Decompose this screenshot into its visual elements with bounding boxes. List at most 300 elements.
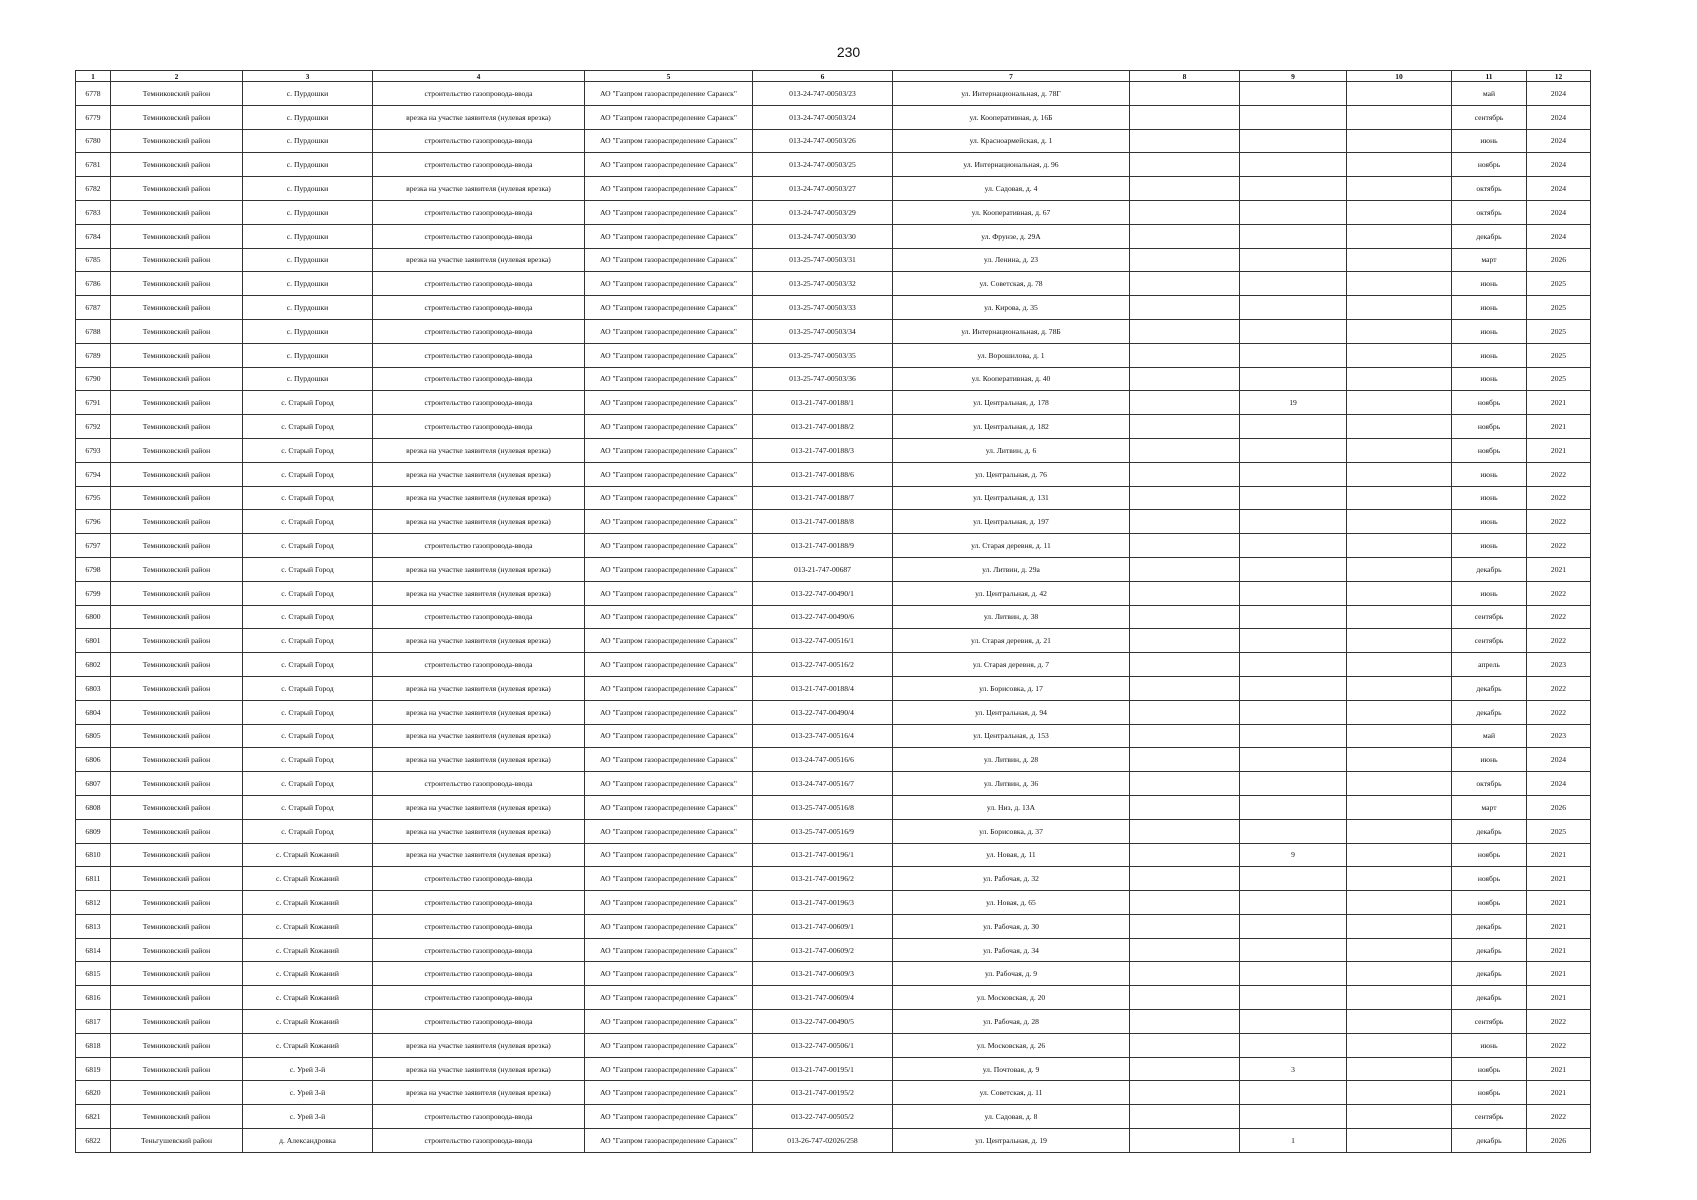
table-cell-col-2: Теньгушевский район [111,1129,243,1153]
table-cell-col-3: с. Пурдошки [243,82,373,106]
table-row [76,867,1591,891]
table-cell-col-10 [1347,962,1452,986]
table-cell-col-3: с. Старый Город [243,534,373,558]
table-cell-col-6: 013-22-747-00490/4 [753,700,893,724]
table-cell-col-2: Темниковский район [111,272,243,296]
table-cell-col-4: врезка на участке заявителя (нулевая врезка) [373,1057,585,1081]
table-cell-col-4: строительство газопровода-ввода [373,772,585,796]
table-cell-col-2: Темниковский район [111,653,243,677]
table-row [76,986,1591,1010]
table-cell-col-10 [1347,557,1452,581]
table-cell-col-2: Темниковский район [111,891,243,915]
table-cell-col-5: АО "Газпром газораспределение Саранск" [585,153,753,177]
table-cell-col-8 [1130,248,1240,272]
table-cell-col-8 [1130,914,1240,938]
table-cell-col-3: с. Старый Кожаний [243,1010,373,1034]
table-cell-col-4: врезка на участке заявителя (нулевая врезка) [373,510,585,534]
table-cell-col-3: с. Старый Кожаний [243,1033,373,1057]
table-cell-col-11: ноябрь [1452,891,1527,915]
table-cell-col-9 [1240,272,1347,296]
table-cell-col-12: 2024 [1527,153,1591,177]
table-cell-col-6: 013-21-747-00188/9 [753,534,893,558]
table-cell-col-8 [1130,534,1240,558]
table-cell-col-8 [1130,272,1240,296]
table-cell-col-10 [1347,891,1452,915]
table-cell-col-10 [1347,1105,1452,1129]
table-cell-col-4: строительство газопровода-ввода [373,891,585,915]
table-cell-col-4: врезка на участке заявителя (нулевая врезка) [373,700,585,724]
table-cell-col-2: Темниковский район [111,772,243,796]
table-cell-col-12: 2024 [1527,224,1591,248]
column-header-4: 4 [373,71,585,82]
table-cell-col-11: сентябрь [1452,629,1527,653]
table-cell-col-4: строительство газопровода-ввода [373,319,585,343]
table-cell-col-12: 2022 [1527,1105,1591,1129]
column-header-10: 10 [1347,71,1452,82]
table-cell-col-10 [1347,534,1452,558]
table-cell-col-1: 6809 [76,819,111,843]
table-cell-col-9 [1240,1081,1347,1105]
table-cell-col-12: 2021 [1527,1081,1591,1105]
table-cell-col-11: октябрь [1452,200,1527,224]
table-cell-col-7: ул. Борисовка, д. 17 [893,676,1130,700]
table-cell-col-9 [1240,296,1347,320]
table-cell-col-11: сентябрь [1452,105,1527,129]
table-cell-col-6: 013-25-747-00503/36 [753,367,893,391]
table-cell-col-1: 6791 [76,391,111,415]
table-row [76,1033,1591,1057]
table-cell-col-2: Темниковский район [111,510,243,534]
table-cell-col-2: Темниковский район [111,367,243,391]
table-cell-col-1: 6806 [76,748,111,772]
table-cell-col-10 [1347,272,1452,296]
table-cell-col-1: 6817 [76,1010,111,1034]
table-cell-col-3: с. Старый Город [243,486,373,510]
table-cell-col-4: строительство газопровода-ввода [373,129,585,153]
table-cell-col-11: март [1452,795,1527,819]
table-cell-col-3: с. Старый Город [243,724,373,748]
table-cell-col-10 [1347,581,1452,605]
table-cell-col-10 [1347,367,1452,391]
table-cell-col-6: 013-21-747-00687 [753,557,893,581]
table-cell-col-5: АО "Газпром газораспределение Саранск" [585,391,753,415]
table-row [76,200,1591,224]
table-body [76,82,1591,1153]
table-cell-col-8 [1130,962,1240,986]
table-cell-col-3: с. Старый Кожаний [243,843,373,867]
table-cell-col-3: д. Александровка [243,1129,373,1153]
table-cell-col-9 [1240,1105,1347,1129]
table-cell-col-2: Темниковский район [111,391,243,415]
table-cell-col-4: строительство газопровода-ввода [373,962,585,986]
table-row [76,1081,1591,1105]
table-cell-col-12: 2021 [1527,986,1591,1010]
table-cell-col-6: 013-24-747-00503/25 [753,153,893,177]
table-cell-col-12: 2024 [1527,177,1591,201]
table-cell-col-5: АО "Газпром газораспределение Саранск" [585,272,753,296]
page-number: 230 [836,44,861,60]
table-cell-col-4: врезка на участке заявителя (нулевая врезка) [373,462,585,486]
table-cell-col-2: Темниковский район [111,486,243,510]
table-cell-col-1: 6819 [76,1057,111,1081]
table-cell-col-4: врезка на участке заявителя (нулевая врезка) [373,486,585,510]
table-row [76,629,1591,653]
table-cell-col-3: с. Пурдошки [243,367,373,391]
table-cell-col-12: 2021 [1527,891,1591,915]
table-cell-col-12: 2021 [1527,914,1591,938]
table-cell-col-10 [1347,200,1452,224]
table-cell-col-6: 013-21-747-00196/2 [753,867,893,891]
table-cell-col-12: 2022 [1527,700,1591,724]
table-cell-col-12: 2025 [1527,819,1591,843]
table-cell-col-6: 013-22-747-00490/1 [753,581,893,605]
table-cell-col-3: с. Старый Город [243,415,373,439]
table-cell-col-6: 013-21-747-00188/8 [753,510,893,534]
table-cell-col-5: АО "Газпром газораспределение Саранск" [585,557,753,581]
table-cell-col-6: 013-21-747-00609/4 [753,986,893,1010]
table-cell-col-8 [1130,391,1240,415]
table-row [76,653,1591,677]
table-cell-col-10 [1347,605,1452,629]
table-cell-col-2: Темниковский район [111,534,243,558]
table-cell-col-9 [1240,200,1347,224]
table-cell-col-6: 013-22-747-00490/5 [753,1010,893,1034]
table-cell-col-5: АО "Газпром газораспределение Саранск" [585,605,753,629]
table-cell-col-12: 2021 [1527,867,1591,891]
table-cell-col-6: 013-24-747-00503/26 [753,129,893,153]
table-cell-col-10 [1347,843,1452,867]
table-cell-col-12: 2024 [1527,129,1591,153]
table-cell-col-2: Темниковский район [111,1033,243,1057]
table-cell-col-2: Темниковский район [111,724,243,748]
table-cell-col-3: с. Старый Город [243,700,373,724]
table-cell-col-4: строительство газопровода-ввода [373,200,585,224]
table-cell-col-8 [1130,772,1240,796]
table-cell-col-6: 013-23-747-00516/4 [753,724,893,748]
table-cell-col-12: 2024 [1527,105,1591,129]
table-cell-col-3: с. Старый Город [243,629,373,653]
table-cell-col-8 [1130,891,1240,915]
table-cell-col-3: с. Пурдошки [243,248,373,272]
table-cell-col-10 [1347,82,1452,106]
table-row [76,319,1591,343]
table-cell-col-9 [1240,605,1347,629]
table-cell-col-1: 6778 [76,82,111,106]
table-cell-col-4: врезка на участке заявителя (нулевая врезка) [373,248,585,272]
table-cell-col-2: Темниковский район [111,415,243,439]
table-cell-col-10 [1347,296,1452,320]
table-row [76,1129,1591,1153]
table-cell-col-7: ул. Литвин, д. 29а [893,557,1130,581]
table-cell-col-6: 013-25-747-00503/33 [753,296,893,320]
table-cell-col-1: 6801 [76,629,111,653]
table-cell-col-4: врезка на участке заявителя (нулевая врезка) [373,748,585,772]
table-cell-col-8 [1130,605,1240,629]
table-cell-col-2: Темниковский район [111,1081,243,1105]
table-cell-col-12: 2022 [1527,1033,1591,1057]
table-cell-col-7: ул. Новая, д. 11 [893,843,1130,867]
table-cell-col-3: с. Пурдошки [243,129,373,153]
table-cell-col-10 [1347,772,1452,796]
table-cell-col-10 [1347,986,1452,1010]
table-cell-col-5: АО "Газпром газораспределение Саранск" [585,486,753,510]
table-cell-col-12: 2024 [1527,772,1591,796]
table-cell-col-5: АО "Газпром газораспределение Саранск" [585,843,753,867]
table-cell-col-9 [1240,438,1347,462]
table-row [76,462,1591,486]
table-cell-col-6: 013-24-747-00503/30 [753,224,893,248]
table-cell-col-10 [1347,653,1452,677]
table-cell-col-7: ул. Центральная, д. 42 [893,581,1130,605]
table-row [76,82,1591,106]
table-cell-col-4: врезка на участке заявителя (нулевая врезка) [373,724,585,748]
table-row [76,772,1591,796]
table-row [76,1010,1591,1034]
table-cell-col-12: 2025 [1527,343,1591,367]
table-cell-col-12: 2022 [1527,581,1591,605]
table-cell-col-10 [1347,629,1452,653]
table-cell-col-5: АО "Газпром газораспределение Саранск" [585,1057,753,1081]
table-cell-col-2: Темниковский район [111,462,243,486]
table-cell-col-4: строительство газопровода-ввода [373,367,585,391]
table-row [76,391,1591,415]
table-cell-col-11: июнь [1452,296,1527,320]
table-cell-col-6: 013-24-747-00503/29 [753,200,893,224]
table-cell-col-7: ул. Борисовка, д. 37 [893,819,1130,843]
table-cell-col-5: АО "Газпром газораспределение Саранск" [585,177,753,201]
table-cell-col-2: Темниковский район [111,700,243,724]
table-cell-col-1: 6805 [76,724,111,748]
table-cell-col-11: июнь [1452,510,1527,534]
table-cell-col-11: декабрь [1452,819,1527,843]
table-cell-col-10 [1347,415,1452,439]
table-cell-col-8 [1130,1010,1240,1034]
table-cell-col-9 [1240,486,1347,510]
table-cell-col-2: Темниковский район [111,1105,243,1129]
table-cell-col-7: ул. Кооперативная, д. 16Б [893,105,1130,129]
table-cell-col-12: 2023 [1527,653,1591,677]
table-cell-col-1: 6793 [76,438,111,462]
table-cell-col-8 [1130,724,1240,748]
table-cell-col-10 [1347,129,1452,153]
table-cell-col-9 [1240,1033,1347,1057]
table-cell-col-12: 2021 [1527,415,1591,439]
table-cell-col-1: 6799 [76,581,111,605]
table-cell-col-7: ул. Старая деревня, д. 11 [893,534,1130,558]
table-cell-col-4: строительство газопровода-ввода [373,653,585,677]
table-cell-col-11: май [1452,724,1527,748]
table-cell-col-7: ул. Интернациональная, д. 78Г [893,82,1130,106]
table-cell-col-7: ул. Центральная, д. 182 [893,415,1130,439]
column-header-1: 1 [76,71,111,82]
column-header-7: 7 [893,71,1130,82]
table-cell-col-2: Темниковский район [111,129,243,153]
table-cell-col-4: врезка на участке заявителя (нулевая врезка) [373,581,585,605]
table-cell-col-9 [1240,319,1347,343]
table-cell-col-10 [1347,343,1452,367]
table-cell-col-11: октябрь [1452,772,1527,796]
table-cell-col-4: врезка на участке заявителя (нулевая врезка) [373,795,585,819]
table-cell-col-3: с. Урей 3-й [243,1057,373,1081]
table-cell-col-9 [1240,867,1347,891]
table-cell-col-9 [1240,415,1347,439]
table-cell-col-12: 2021 [1527,391,1591,415]
table-cell-col-1: 6781 [76,153,111,177]
table-cell-col-4: врезка на участке заявителя (нулевая врезка) [373,1081,585,1105]
table-cell-col-11: июнь [1452,319,1527,343]
table-cell-col-1: 6784 [76,224,111,248]
table-cell-col-3: с. Пурдошки [243,224,373,248]
column-header-5: 5 [585,71,753,82]
table-cell-col-9 [1240,462,1347,486]
table-cell-col-2: Темниковский район [111,438,243,462]
table-cell-col-9 [1240,557,1347,581]
table-cell-col-8 [1130,843,1240,867]
table-cell-col-6: 013-24-747-00516/6 [753,748,893,772]
table-cell-col-1: 6794 [76,462,111,486]
table-cell-col-7: ул. Почтовая, д. 9 [893,1057,1130,1081]
table-cell-col-8 [1130,415,1240,439]
table-cell-col-1: 6779 [76,105,111,129]
table-cell-col-10 [1347,700,1452,724]
table-cell-col-6: 013-21-747-00609/1 [753,914,893,938]
table-cell-col-12: 2021 [1527,962,1591,986]
table-cell-col-8 [1130,319,1240,343]
table-cell-col-5: АО "Газпром газораспределение Саранск" [585,891,753,915]
table-row [76,819,1591,843]
table-row [76,129,1591,153]
table-cell-col-10 [1347,1033,1452,1057]
table-cell-col-5: АО "Газпром газораспределение Саранск" [585,748,753,772]
table-cell-col-6: 013-24-747-00516/7 [753,772,893,796]
table-cell-col-2: Темниковский район [111,343,243,367]
table-cell-col-3: с. Пурдошки [243,200,373,224]
table-cell-col-10 [1347,819,1452,843]
table-cell-col-7: ул. Интернациональная, д. 96 [893,153,1130,177]
table-cell-col-5: АО "Газпром газораспределение Саранск" [585,795,753,819]
table-cell-col-1: 6797 [76,534,111,558]
table-cell-col-10 [1347,510,1452,534]
table-cell-col-10 [1347,177,1452,201]
table-cell-col-8 [1130,177,1240,201]
table-cell-col-3: с. Старый Город [243,605,373,629]
table-cell-col-2: Темниковский район [111,82,243,106]
table-cell-col-5: АО "Газпром газораспределение Саранск" [585,867,753,891]
table-cell-col-3: с. Старый Город [243,653,373,677]
table-cell-col-3: с. Пурдошки [243,177,373,201]
table-cell-col-4: строительство газопровода-ввода [373,1129,585,1153]
table-cell-col-11: сентябрь [1452,1105,1527,1129]
table-cell-col-1: 6815 [76,962,111,986]
table-cell-col-7: ул. Ленина, д. 23 [893,248,1130,272]
table-cell-col-1: 6811 [76,867,111,891]
table-cell-col-1: 6810 [76,843,111,867]
table-cell-col-5: АО "Газпром газораспределение Саранск" [585,248,753,272]
table-row [76,581,1591,605]
table-cell-col-11: июнь [1452,343,1527,367]
table-cell-col-4: строительство газопровода-ввода [373,153,585,177]
table-cell-col-7: ул. Центральная, д. 94 [893,700,1130,724]
table-cell-col-4: строительство газопровода-ввода [373,415,585,439]
table-cell-col-5: АО "Газпром газораспределение Саранск" [585,962,753,986]
table-cell-col-4: строительство газопровода-ввода [373,938,585,962]
table-cell-col-5: АО "Газпром газораспределение Саранск" [585,105,753,129]
table-cell-col-11: ноябрь [1452,843,1527,867]
table-cell-col-8 [1130,557,1240,581]
table-cell-col-10 [1347,938,1452,962]
table-cell-col-9 [1240,367,1347,391]
table-cell-col-6: 013-22-747-00516/1 [753,629,893,653]
table-cell-col-9 [1240,82,1347,106]
registry-table [75,70,1591,1153]
table-cell-col-6: 013-21-747-00196/3 [753,891,893,915]
table-cell-col-1: 6821 [76,1105,111,1129]
column-header-3: 3 [243,71,373,82]
table-cell-col-7: ул. Центральная, д. 76 [893,462,1130,486]
table-cell-col-7: ул. Литвин, д. 6 [893,438,1130,462]
table-cell-col-3: с. Старый Кожаний [243,891,373,915]
table-cell-col-11: июнь [1452,748,1527,772]
table-cell-col-6: 013-22-747-00506/1 [753,1033,893,1057]
table-cell-col-6: 013-21-747-00188/4 [753,676,893,700]
table-cell-col-12: 2026 [1527,795,1591,819]
table-cell-col-12: 2024 [1527,200,1591,224]
table-cell-col-8 [1130,510,1240,534]
table-cell-col-5: АО "Газпром газораспределение Саранск" [585,200,753,224]
table-cell-col-9 [1240,819,1347,843]
table-cell-col-4: врезка на участке заявителя (нулевая врезка) [373,105,585,129]
table-row [76,248,1591,272]
table-cell-col-5: АО "Газпром газораспределение Саранск" [585,82,753,106]
table-cell-col-7: ул. Литвин, д. 36 [893,772,1130,796]
table-cell-col-11: декабрь [1452,1129,1527,1153]
table-cell-col-7: ул. Центральная, д. 197 [893,510,1130,534]
table-cell-col-3: с. Старый Город [243,510,373,534]
table-cell-col-3: с. Пурдошки [243,319,373,343]
table-cell-col-2: Темниковский район [111,248,243,272]
table-cell-col-9 [1240,129,1347,153]
table-cell-col-8 [1130,438,1240,462]
table-cell-col-6: 013-25-747-00516/8 [753,795,893,819]
table-cell-col-9 [1240,748,1347,772]
table-cell-col-4: строительство газопровода-ввода [373,82,585,106]
table-cell-col-6: 013-21-747-00195/1 [753,1057,893,1081]
table-cell-col-2: Темниковский район [111,1057,243,1081]
table-row [76,748,1591,772]
table-cell-col-3: с. Старый Город [243,462,373,486]
table-cell-col-6: 013-26-747-02026/258 [753,1129,893,1153]
table-cell-col-1: 6822 [76,1129,111,1153]
table-cell-col-8 [1130,1081,1240,1105]
table-cell-col-9 [1240,724,1347,748]
table-cell-col-11: март [1452,248,1527,272]
table-cell-col-7: ул. Советская, д. 78 [893,272,1130,296]
table-cell-col-7: ул. Литвин, д. 38 [893,605,1130,629]
table-row [76,795,1591,819]
table-cell-col-5: АО "Газпром газораспределение Саранск" [585,772,753,796]
table-cell-col-10 [1347,867,1452,891]
table-cell-col-8 [1130,129,1240,153]
table-row [76,510,1591,534]
table-cell-col-11: декабрь [1452,914,1527,938]
table-cell-col-10 [1347,724,1452,748]
table-cell-col-9 [1240,581,1347,605]
table-cell-col-3: с. Пурдошки [243,153,373,177]
table-cell-col-10 [1347,748,1452,772]
table-cell-col-4: врезка на участке заявителя (нулевая врезка) [373,843,585,867]
table-cell-col-11: декабрь [1452,986,1527,1010]
table-cell-col-9: 1 [1240,1129,1347,1153]
